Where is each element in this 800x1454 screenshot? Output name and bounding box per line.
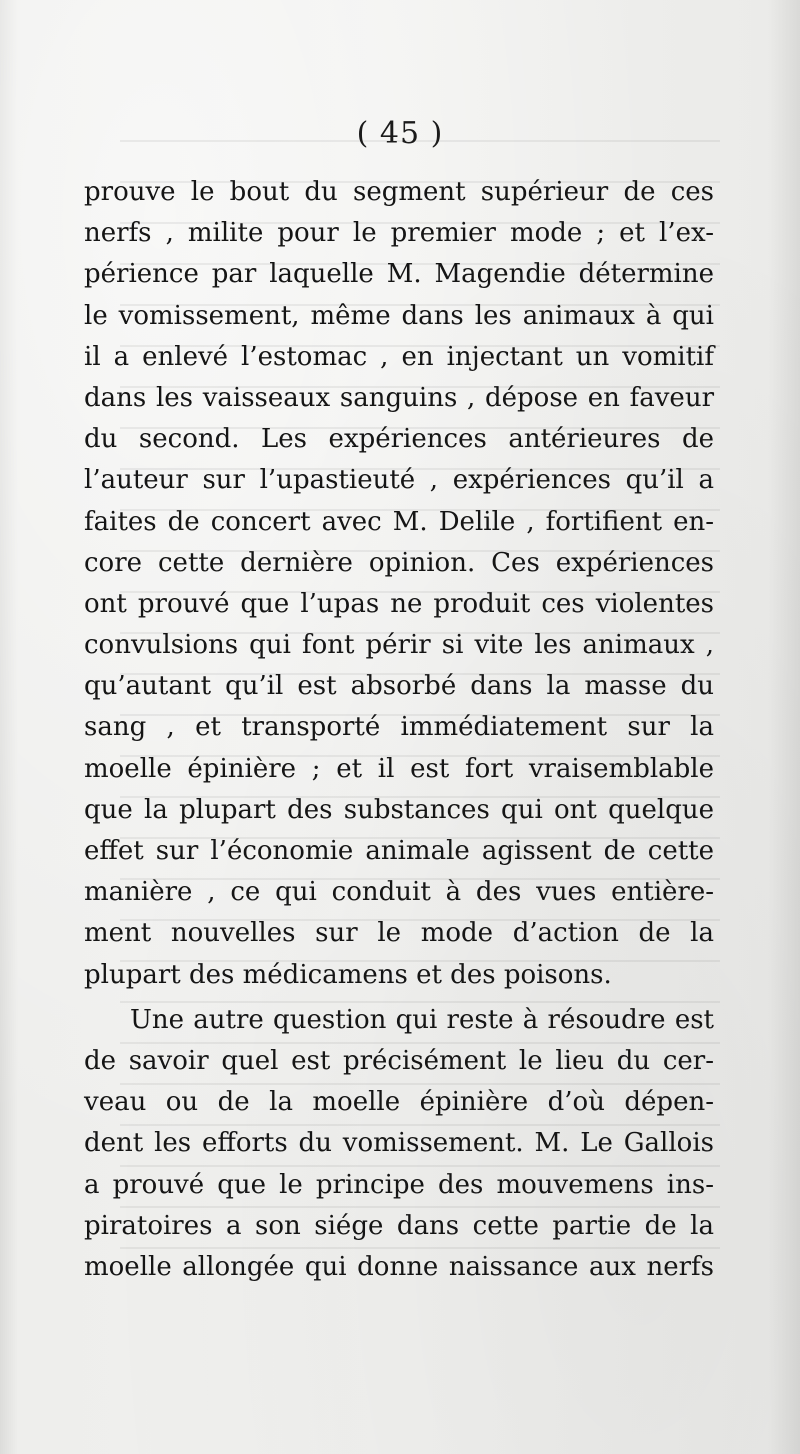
text-line: moelle allongée qui donne naissance aux nerfs (84, 1251, 714, 1282)
text-line: dans les vaisseaux sanguins , dépose en faveur (84, 382, 714, 413)
paragraph-1 (84, 172, 714, 996)
text-line: l’auteur sur l’upastieuté , expériences qu’il a (84, 465, 714, 496)
text-line: effet sur l’économie animale agissent de cette (84, 836, 714, 866)
page-number: ( 45 ) (356, 116, 444, 151)
text-line: qu’autant qu’il est absorbé dans la masse du (84, 671, 714, 702)
text-line: piratoires a son siége dans cette partie de la (84, 1210, 714, 1241)
text-body (84, 172, 714, 1288)
text-line: moelle épinière ; et il est fort vraisemblable (84, 753, 714, 784)
text-line: nerfs , milite pour le premier mode ; et l’ex- (84, 218, 714, 249)
text-line: sang , et transporté immédiatement sur la (84, 712, 714, 743)
text-line: prouve le bout du segment supérieur de ces (84, 177, 714, 207)
text-line: Une autre question qui reste à résoudre est (130, 1004, 714, 1035)
text-line: périence par laquelle M. Magendie détermine (84, 259, 714, 290)
text-line: ment nouvelles sur le mode d’action de la (84, 918, 714, 949)
text-line: de savoir quel est précisément le lieu du cer- (84, 1045, 714, 1076)
text-line: faites de concert avec M. Delile , fortifient en- (84, 506, 714, 537)
text-line: que la plupart des substances qui ont quelque (84, 794, 714, 825)
text-line: convulsions qui font périr si vite les animaux , (84, 630, 714, 661)
text-line: plupart des médicamens et des poisons. (84, 959, 612, 990)
text-line: core cette dernière opinion. Ces expériences (84, 547, 714, 578)
text-line: dent les efforts du vomissement. M. Le Gallois (84, 1128, 714, 1159)
paragraph-2 (84, 1000, 714, 1288)
text-line: il a enlevé l’estomac , en injectant un vomitif (84, 341, 714, 372)
text-line: manière , ce qui conduit à des vues entière- (84, 877, 714, 908)
text-line: a prouvé que le principe des mouvemens ins- (84, 1169, 714, 1200)
text-line: ont prouvé que l’upas ne produit ces violentes (84, 588, 714, 619)
text-line: veau ou de la moelle épinière d’où dépen- (84, 1087, 714, 1118)
text-line: le vomissement, même dans les animaux à qui (84, 300, 714, 331)
text-line: du second. Les expériences antérieures de (84, 424, 714, 455)
